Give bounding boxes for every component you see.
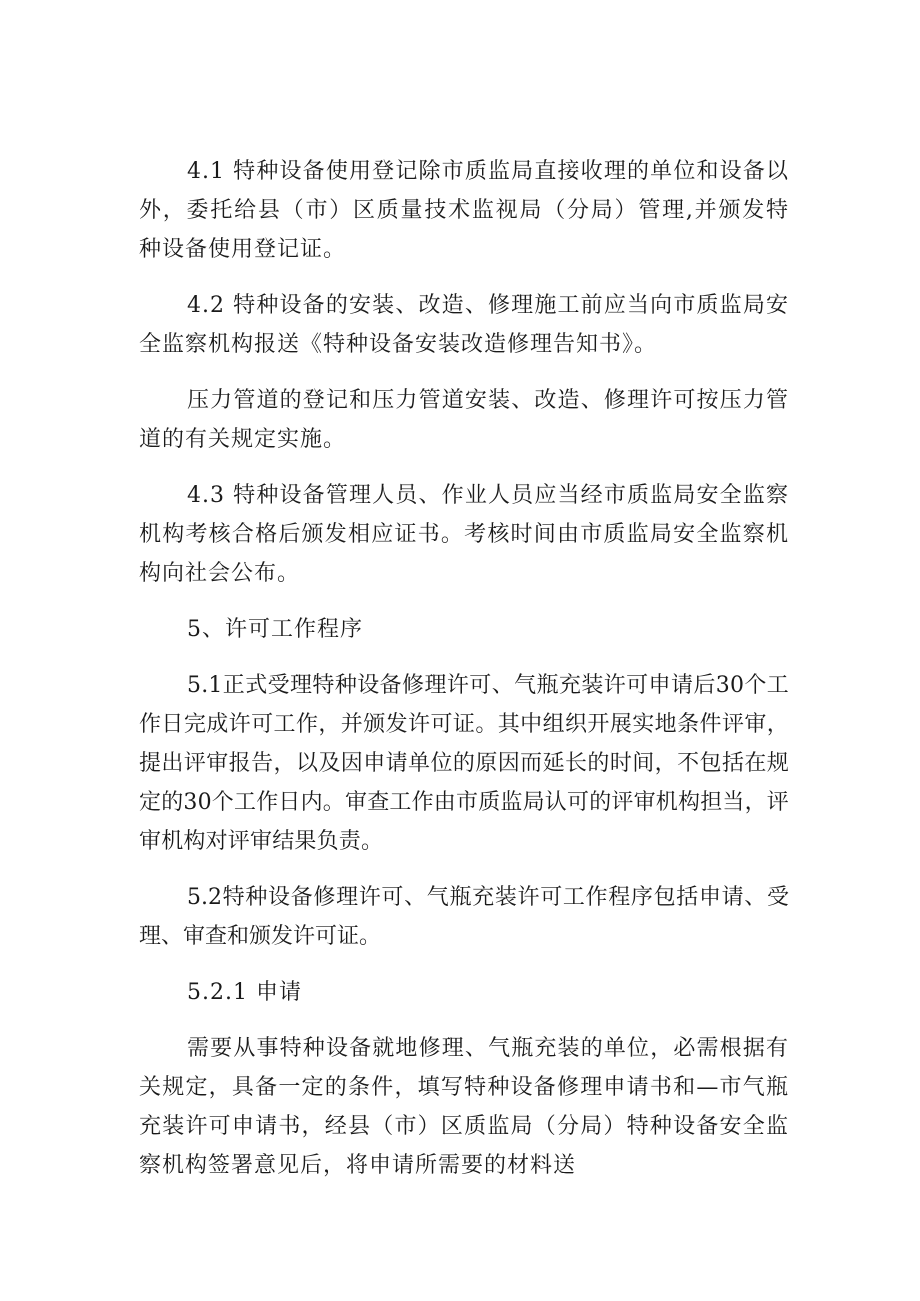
- paragraph-4-1: 4.1 特种设备使用登记除市质监局直接收理的单位和设备以外，委托给县（市）区质量技术监视局（分局）管理,并颁发特种设备使用登记证。: [139, 159, 789, 262]
- section-heading-5: 5、许可工作程序: [187, 617, 363, 642]
- paragraph-pressure-pipeline: 压力管道的登记和压力管道安装、改造、修理许可按压力管道的有关规定实施。: [139, 388, 789, 452]
- paragraph-4-3: 4.3 特种设备管理人员、作业人员应当经市质监局安全监察机构考核合格后颁发相应证书。考核时间由市质监局安全监察机构向社会公布。: [139, 483, 789, 586]
- paragraph-application: 需要从事特种设备就地修理、气瓶充装的单位，必需根据有关规定，具备一定的条件，填写特种设备修理申请书和—市气瓶充装许可申请书，经县（市）区质监局（分局）特种设备安全监察机构签署意见后，将申请所需要的材料送: [139, 1036, 789, 1178]
- document-body: [139, 152, 789, 1202]
- paragraph-4-2: 4.2 特种设备的安装、改造、修理施工前应当向市质监局安全监察机构报送《特种设备安装改造修理告知书》。: [139, 293, 789, 357]
- paragraph-5-2: 5.2特种设备修理许可、气瓶充装许可工作程序包括申请、受理、审查和颁发许可证。: [139, 885, 789, 949]
- paragraph-5-1: 5.1正式受理特种设备修理许可、气瓶充装许可申请后30个工作日完成许可工作，并颁发许可证。其中组织开展实地条件评审，提出评审报告，以及因申请单位的原因而延长的时间，不包括在规定的30个工作日内。审查工作由市质监局认可的评审机构担当，评审机构对评审结果负责。: [139, 673, 789, 854]
- subheading-5-2-1: 5.2.1 申请: [187, 980, 302, 1005]
